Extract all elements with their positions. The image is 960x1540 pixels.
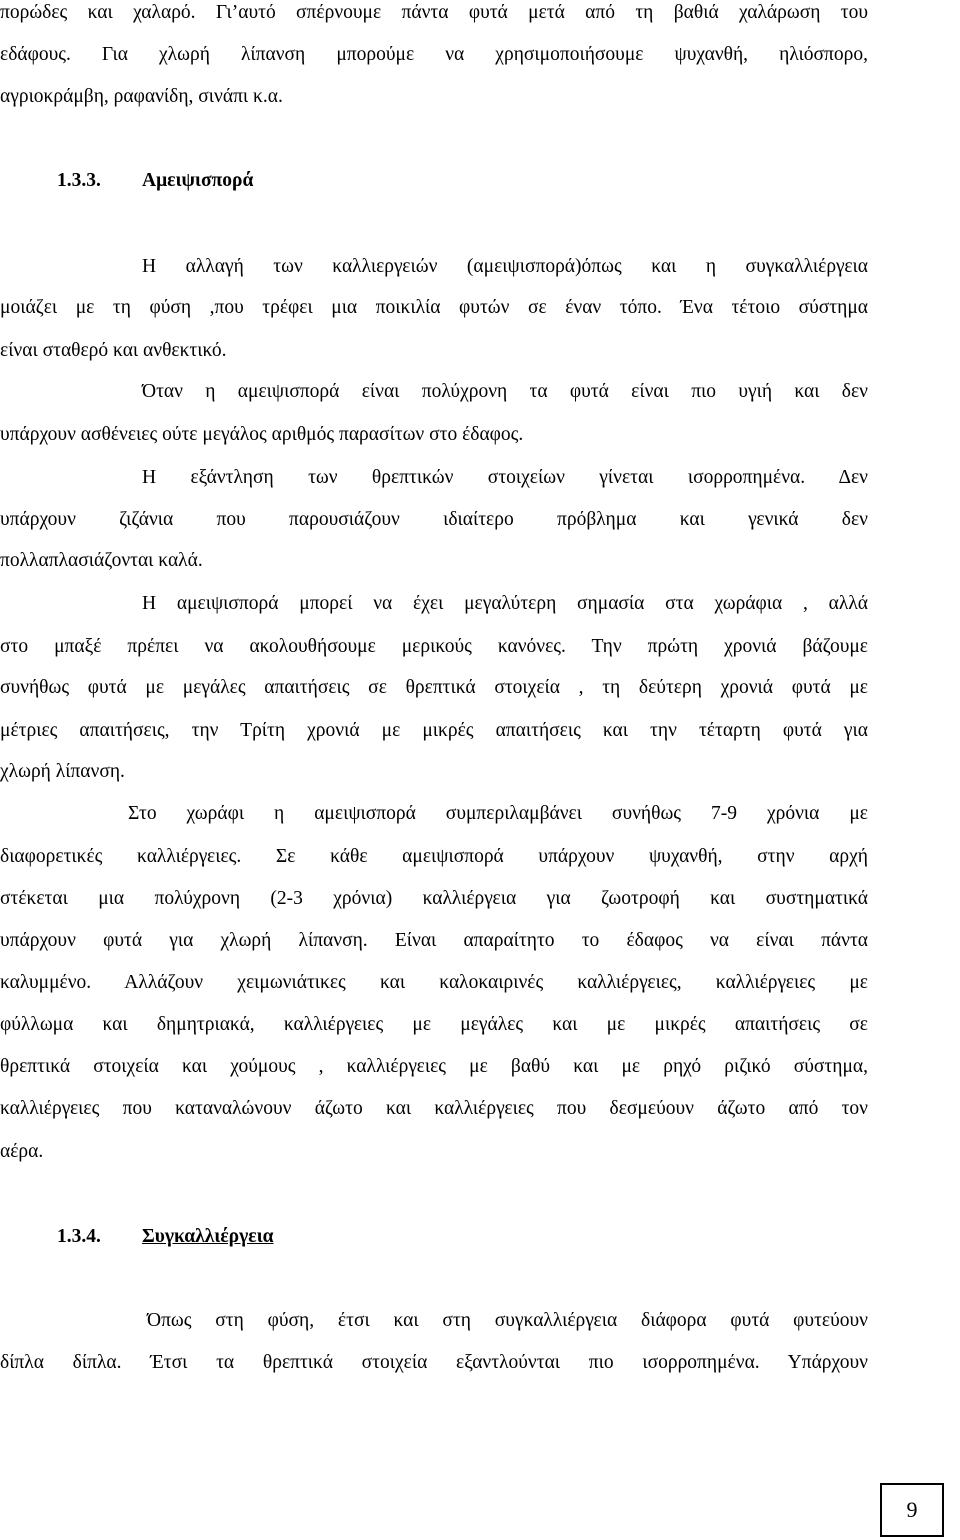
body-text-line: υπάρχουν ζιζάνια που παρουσιάζουν ιδιαίτερο πρόβλημα και γενικά δεν bbox=[0, 509, 868, 530]
body-text-line: Στο χωράφι η αμειψισπορά συμπεριλαμβάνει συνήθως 7-9 χρόνια με bbox=[128, 803, 868, 824]
section-title: Αμειψισπορά bbox=[142, 170, 254, 191]
body-text-line: διαφορετικές καλλιέργειες. Σε κάθε αμειψισπορά υπάρχουν ψυχανθή, στην αρχή bbox=[0, 846, 868, 867]
body-text-line: θρεπτικά στοιχεία και χούμους , καλλιέργειες με βαθύ και με ρηχό ριζικό σύστημα, bbox=[0, 1056, 868, 1077]
body-text-line: φύλλωμα και δημητριακά, καλλιέργειες με μεγάλες και με μικρές απαιτήσεις σε bbox=[0, 1014, 868, 1035]
section-title: Συγκαλλιέργεια bbox=[142, 1226, 274, 1247]
page-number-box bbox=[880, 1483, 944, 1537]
body-text-line: Όταν η αμειψισπορά είναι πολύχρονη τα φυτά είναι πιο υγιή και δεν bbox=[142, 381, 868, 402]
body-text-line: πορώδες και χαλαρό. Γι’αυτό σπέρνουμε πάντα φυτά μετά από τη βαθιά χαλάρωση του bbox=[0, 2, 868, 23]
section-number: 1.3.4. bbox=[57, 1226, 101, 1247]
body-text-line: μοιάζει με τη φύση ,που τρέφει μια ποικιλία φυτών σε έναν τόπο. Ένα τέτοιο σύστημα bbox=[0, 297, 868, 318]
body-text-line: Όπως στη φύση, έτσι και στη συγκαλλιέργεια διάφορα φυτά φυτεύουν bbox=[147, 1310, 868, 1331]
body-text-line: αέρα. bbox=[0, 1141, 44, 1162]
body-text-line: πολλαπλασιάζονται καλά. bbox=[0, 550, 203, 571]
section-number: 1.3.3. bbox=[57, 170, 101, 191]
body-text-line: Η εξάντληση των θρεπτικών στοιχείων γίνεται ισορροπημένα. Δεν bbox=[142, 467, 868, 488]
body-text-line: στο μπαξέ πρέπει να ακολουθήσουμε μερικούς κανόνες. Την πρώτη χρονιά βάζουμε bbox=[0, 636, 868, 657]
body-text-line: εδάφους. Για χλωρή λίπανση μπορούμε να χρησιμοποιήσουμε ψυχανθή, ηλιόσπορο, bbox=[0, 44, 868, 65]
body-text-line: στέκεται μια πολύχρονη (2-3 χρόνια) καλλιέργεια για ζωοτροφή και συστηματικά bbox=[0, 888, 868, 909]
body-text-line: Η αλλαγή των καλλιεργειών (αμειψισπορά)όπως και η συγκαλλιέργεια bbox=[142, 256, 868, 277]
body-text-line: καλυμμένο. Αλλάζουν χειμωνιάτικες και καλοκαιρινές καλλιέργειες, καλλιέργειες με bbox=[0, 972, 868, 993]
body-text-line: αγριοκράμβη, ραφανίδη, σινάπι κ.α. bbox=[0, 86, 283, 107]
body-text-line: καλλιέργειες που καταναλώνουν άζωτο και καλλιέργειες που δεσμεύουν άζωτο από τον bbox=[0, 1098, 868, 1119]
body-text-line: συνήθως φυτά με μεγάλες απαιτήσεις σε θρεπτικά στοιχεία , τη δεύτερη χρονιά φυτά με bbox=[0, 677, 868, 698]
body-text-line: υπάρχουν ασθένειες ούτε μεγάλος αριθμός παρασίτων στο έδαφος. bbox=[0, 424, 524, 445]
body-text-line: είναι σταθερό και ανθεκτικό. bbox=[0, 340, 227, 361]
body-text-line: Η αμειψισπορά μπορεί να έχει μεγαλύτερη σημασία στα χωράφια , αλλά bbox=[142, 593, 868, 614]
body-text-line: μέτριες απαιτήσεις, την Τρίτη χρονιά με μικρές απαιτήσεις και την τέταρτη φυτά για bbox=[0, 720, 868, 741]
page-number: 9 bbox=[906, 1497, 918, 1522]
body-text-line: δίπλα δίπλα. Έτσι τα θρεπτικά στοιχεία εξαντλούνται πιο ισορροπημένα. Υπάρχουν bbox=[0, 1352, 868, 1373]
body-text-line: υπάρχουν φυτά για χλωρή λίπανση. Είναι απαραίτητο το έδαφος να είναι πάντα bbox=[0, 930, 868, 951]
body-text-line: χλωρή λίπανση. bbox=[0, 761, 125, 782]
